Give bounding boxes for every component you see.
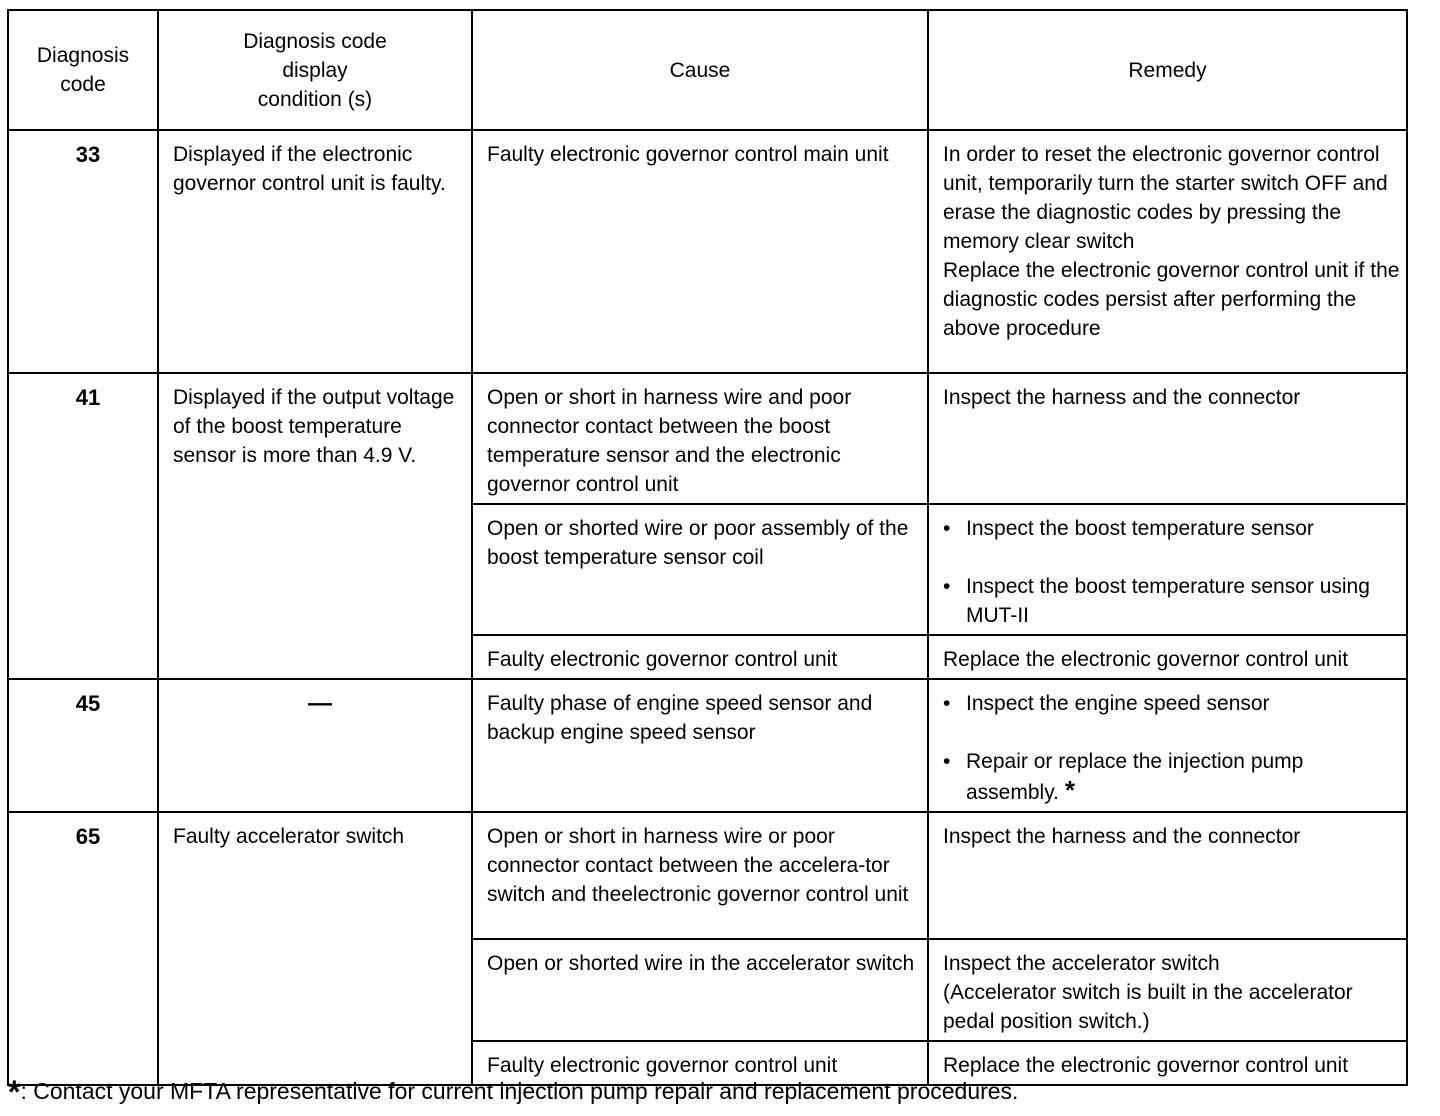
remedy-paragraph: Replace the electronic governor control unit if the diagnostic codes persist after performing the above procedure [943,259,1400,340]
condition-cell: Displayed if the output voltage of the boost temperature sensor is more than 4.9 V. [158,373,472,679]
cause-cell: Open or short in harness wire or poor connector contact between the accelera-tor switch and theelectronic governor control unit [472,812,928,939]
remedy-cell: Inspect the harness and the connector [928,812,1407,939]
footnote [8,1075,1018,1108]
diagnosis-code-cell: 41 [8,373,158,679]
remedy-bullet-list [943,514,1402,630]
remedy-cell: Replace the electronic governor control unit [928,635,1407,679]
remedy-bullet: • Inspect the boost temperature sensor using MUT-II [943,572,1402,630]
condition-cell: Faulty accelerator switch [158,812,472,1085]
header-remedy: Remedy [928,10,1407,130]
header-row [8,10,1407,130]
cause-cell: Open or shorted wire in the accelerator switch [472,939,928,1041]
remedy-bullet-text: Repair or replace the injection pump assembly. [966,750,1304,804]
remedy-bullet [943,747,1402,807]
cause-cell: Open or short in harness wire and poor connector contact between the boost temperature sensor and the electronic governor control unit [472,373,928,504]
table-row [8,373,1407,504]
remedy-cell: Replace the electronic governor control unit [928,1041,1407,1085]
header-diagnosis-code: Diagnosis code [8,10,158,130]
header-cause: Cause [472,10,928,130]
cause-cell: Faulty phase of engine speed sensor and backup engine speed sensor [472,679,928,812]
remedy-paragraph: (Accelerator switch is built in the accelerator pedal position switch.) [943,981,1353,1033]
remedy-bullet-list [943,689,1402,807]
asterisk-note-marker: * [1064,775,1075,805]
asterisk-footnote-marker: * [8,1074,21,1110]
remedy-bullet: • Inspect the boost temperature sensor [943,514,1402,543]
diagnosis-code-cell: 65 [8,812,158,1085]
diagnosis-table [7,9,1408,1086]
diagnosis-code-cell: 33 [8,130,158,373]
cause-cell: Faulty electronic governor control main unit [472,130,928,373]
remedy-cell [928,939,1407,1041]
table-row [8,812,1407,939]
condition-cell: — [158,679,472,812]
cause-cell: Faulty electronic governor control unit [472,635,928,679]
remedy-cell [928,504,1407,635]
remedy-paragraph: In order to reset the electronic governor control unit, temporarily turn the starter switch OFF and erase the diagnostic codes by pressing the memory clear switch [943,143,1388,253]
table-row [8,679,1407,812]
cause-cell: Open or shorted wire or poor assembly of the boost temperature sensor coil [472,504,928,635]
remedy-cell [928,679,1407,812]
remedy-cell [928,130,1407,373]
diagnosis-code-cell: 45 [8,679,158,812]
footnote-text: : Contact your MFTA representative for current injection pump repair and replacement procedures. [20,1078,1019,1104]
table-row [8,130,1407,373]
header-display-condition: Diagnosis code display condition (s) [158,10,472,130]
remedy-paragraph: Inspect the accelerator switch [943,952,1220,975]
cause-cell: Faulty electronic governor control unit [472,1041,928,1085]
remedy-cell: Inspect the harness and the connector [928,373,1407,504]
condition-cell: Displayed if the electronic governor control unit is faulty. [158,130,472,373]
remedy-bullet: • Inspect the engine speed sensor [943,689,1402,718]
